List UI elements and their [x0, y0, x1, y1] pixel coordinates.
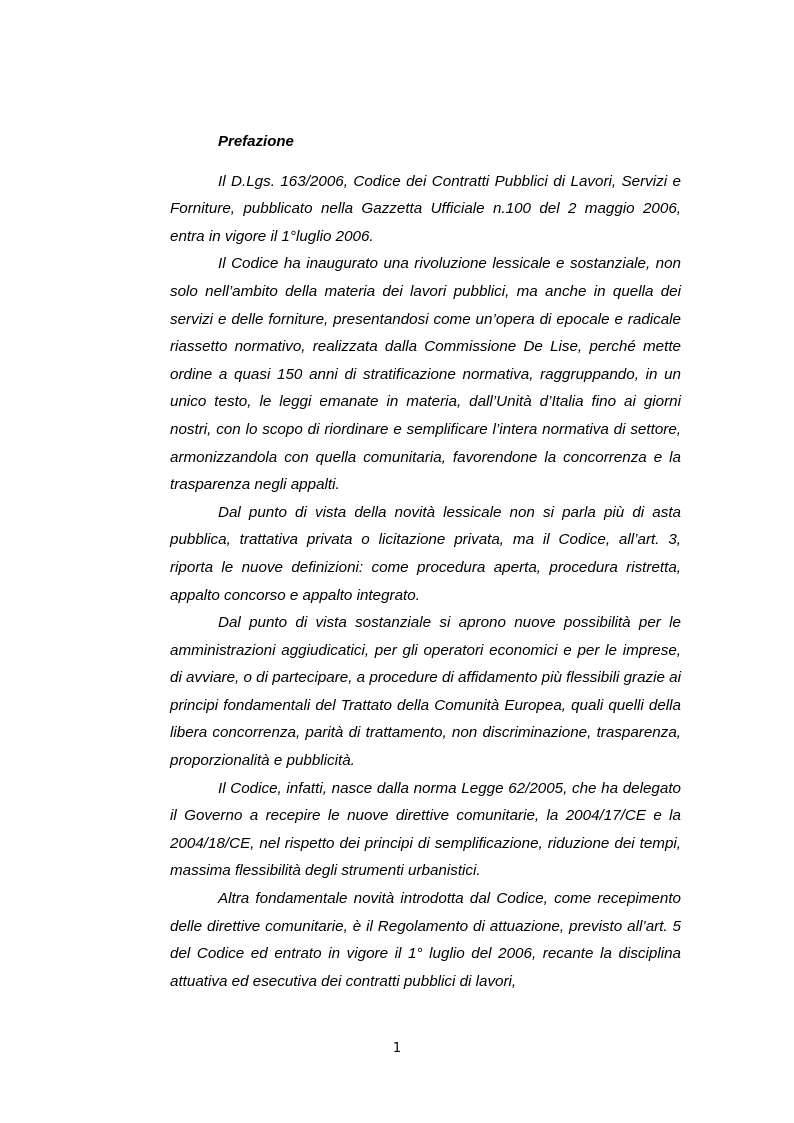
paragraph-revolution: Il Codice ha inaugurato una rivoluzione lessicale e sostanziale, non solo nell’ambito della materia dei lavori pubblici, ma anche in quella dei servizi e delle forniture, presentandosi come un’opera di epocale e radicale riassetto normativo, realizzata dalla Commissione De Lise, perché mette ordine a quasi 150 anni di stratificazione normativa, raggruppando, in un unico testo, le leggi emanate in materia, dall’Unità d’Italia fino ai giorni nostri, con lo scopo di riordinare e semplificare l’intera normativa di settore, armonizzandola con quella comunitaria, favorendone la concorrenza e la trasparenza negli appalti.	[170, 255, 681, 494]
section-heading: Prefazione	[218, 133, 294, 150]
document-body	[170, 128, 681, 995]
paragraph-regulation: Altra fondamentale novità introdotta dal Codice, come recepimento delle direttive comunitarie, è il Regolamento di attuazione, previsto all’art. 5 del Codice ed entrato in vigore il 1° luglio del 2006, recante la disciplina attuativa ed esecutiva dei contratti pubblici di lavori,	[170, 890, 681, 990]
paragraph-law-origin: Il Codice, infatti, nasce dalla norma Legge 62/2005, che ha delegato il Governo a recepire le nuove direttive comunitarie, la 2004/17/CE e la 2004/18/CE, nel rispetto dei principi di semplificazione, riduzione dei tempi, massima flessibilità degli strumenti urbanistici.	[170, 779, 681, 880]
page-number: 1	[392, 1041, 402, 1056]
paragraph-substantial-novelty: Dal punto di vista sostanziale si aprono nuove possibilità per le amministrazioni aggiudicatici, per gli operatori economici e per le imprese, di avviare, o di partecipare, a procedure di affidamento più flessibili grazie ai principi fondamentali del Trattato della Comunità Europea, quali quelli della libera concorrenza, parità di trattamento, non discriminazione, trasparenza, proporzionalità e pubblicità.	[170, 614, 681, 770]
paragraph-lexical-novelty: Dal punto di vista della novità lessicale non si parla più di asta pubblica, trattativa privata o licitazione privata, ma il Codice, all’art. 3, riporta le nuove definizioni: come procedura aperta, procedura ristretta, appalto concorso e appalto integrato.	[170, 503, 681, 604]
paragraph-intro: Il D.Lgs. 163/2006, Codice dei Contratti Pubblici di Lavori, Servizi e Forniture, pubblicato nella Gazzetta Ufficiale n.100 del 2 maggio 2006, entra in vigore il 1°luglio 2006.	[170, 172, 681, 245]
